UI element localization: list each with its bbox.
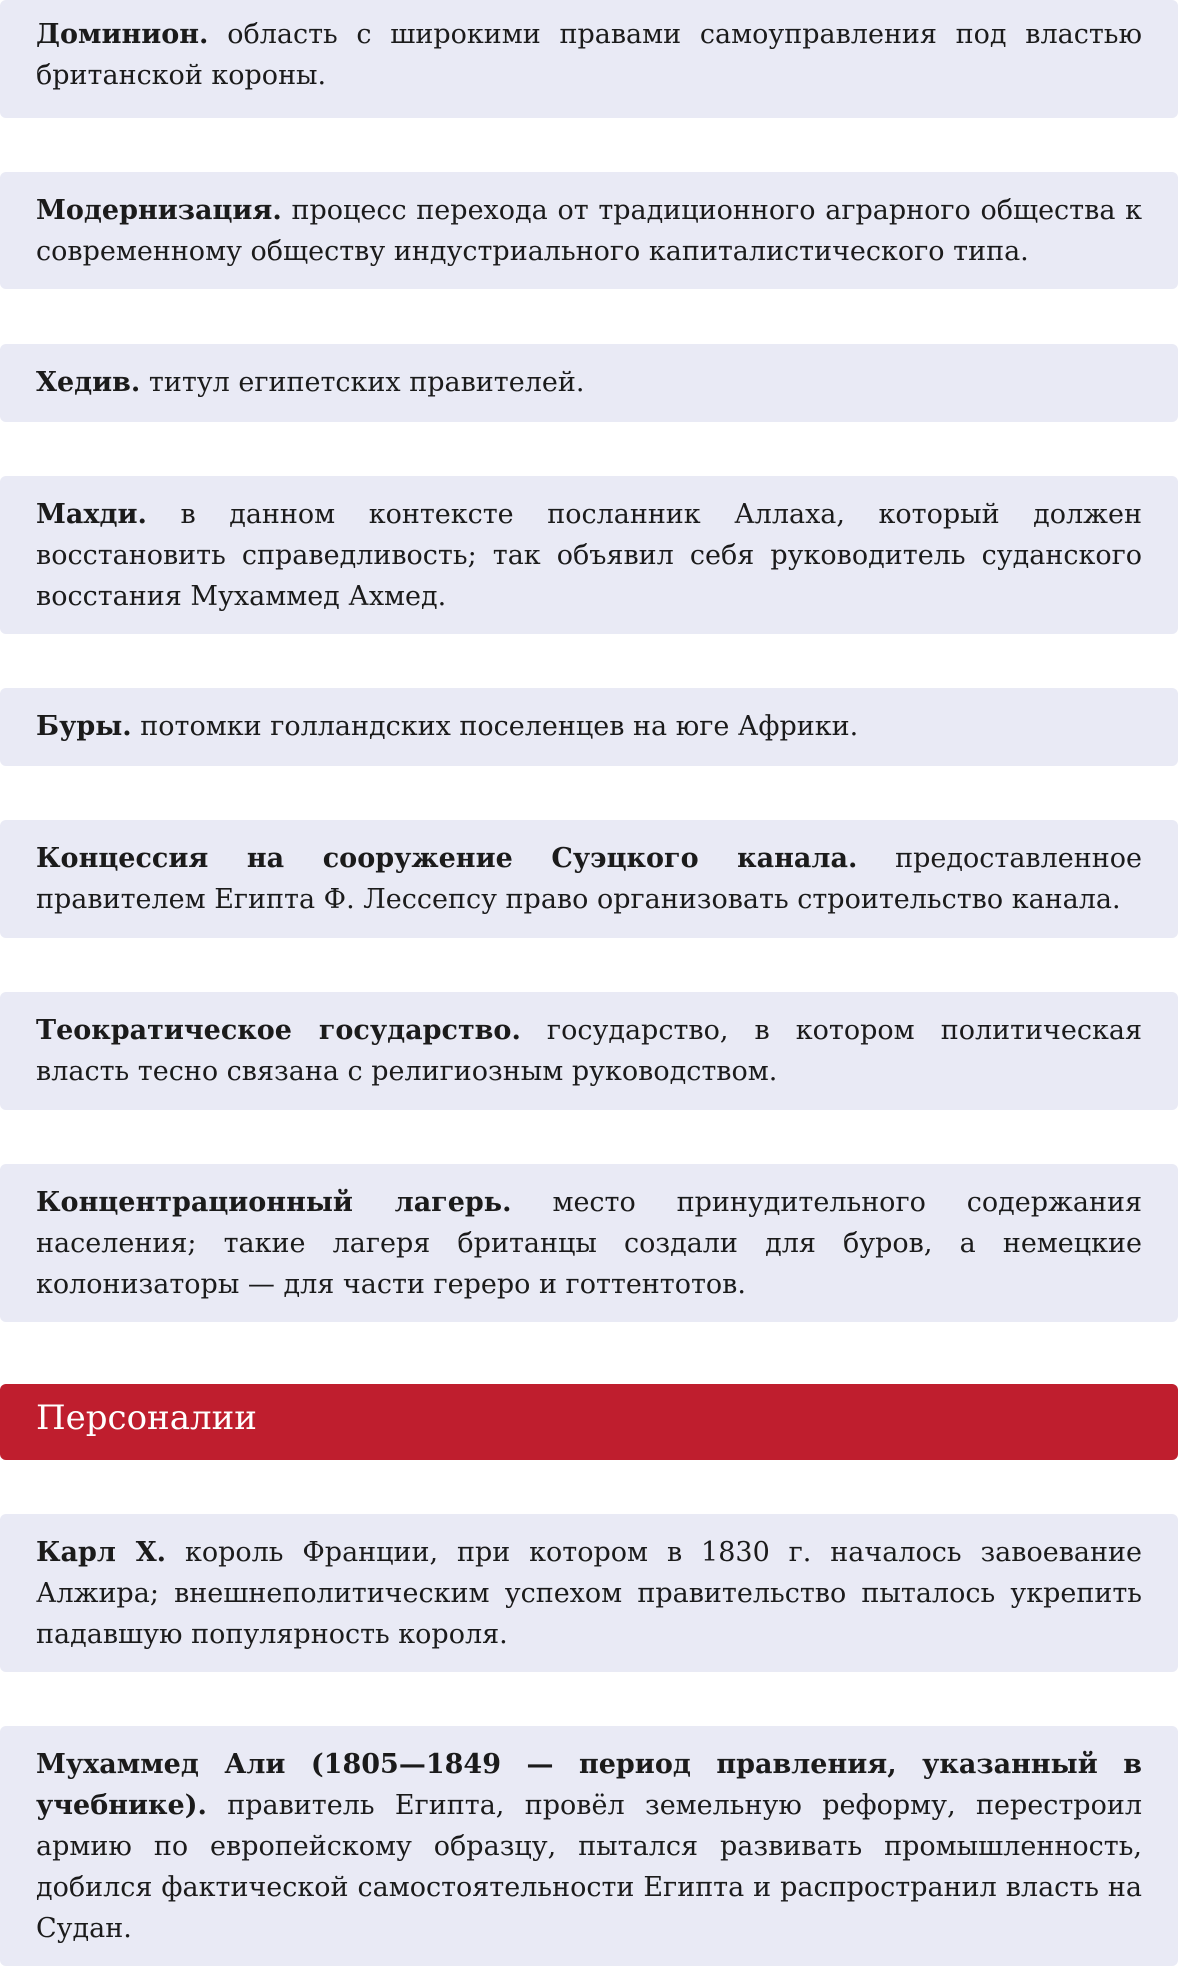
glossary-entry bbox=[0, 820, 1178, 938]
glossary-definition: в данном контексте посланник Аллаха, который должен восстановить справедливость; так объявил себя руководитель суданского восстания Мухаммед Ахмед. bbox=[36, 499, 1142, 612]
glossary-term: Концессия на сооружение Суэцкого канала. bbox=[36, 843, 858, 874]
glossary-definition: место принудительного содержания населения; такие лагеря британцы создали для буров, а немецкие колонизаторы — для части гереро и готтентотов. bbox=[36, 1187, 1142, 1300]
glossary-entry bbox=[0, 0, 1178, 118]
glossary-term: Буры. bbox=[36, 711, 132, 742]
glossary-definition: предоставленное правителем Египта Ф. Лессепсу право организовать строительство канала. bbox=[36, 843, 1142, 915]
section-title: Персоналии bbox=[36, 1398, 257, 1438]
person-name: Карл X. bbox=[36, 1537, 167, 1568]
glossary-entry bbox=[0, 344, 1178, 422]
person-description: король Франции, при котором в 1830 г. началось завоевание Алжира; внешнеполитическим успехом правительство пыталось укрепить падавшую популярность короля. bbox=[36, 1537, 1142, 1650]
glossary-term: Махди. bbox=[36, 499, 147, 530]
glossary-definition: потомки голландских поселенцев на юге Африки. bbox=[140, 711, 859, 742]
glossary-definition: государство, в котором политическая власть тесно связана с религиозным руководством. bbox=[36, 1015, 1142, 1087]
glossary-entry bbox=[0, 1164, 1178, 1322]
section-banner bbox=[0, 1384, 1178, 1460]
glossary-term: Доминион. bbox=[36, 19, 209, 50]
glossary-term: Теократическое государство. bbox=[36, 1015, 521, 1046]
glossary-term: Хедив. bbox=[36, 367, 141, 398]
glossary-entry bbox=[0, 476, 1178, 634]
person-name: Мухаммед Али (1805—1849 — период правления, указанный в учебнике). bbox=[36, 1749, 1142, 1821]
glossary-entry bbox=[0, 992, 1178, 1110]
glossary-entry bbox=[0, 688, 1178, 766]
glossary-definition: титул египетских правителей. bbox=[148, 367, 585, 398]
glossary-term: Модернизация. bbox=[36, 195, 282, 226]
glossary-definition: процесс перехода от традиционного аграрного общества к современному обществу индустриального капиталистического типа. bbox=[36, 195, 1142, 267]
person-entry bbox=[0, 1726, 1178, 1966]
person-description: правитель Египта, провёл земельную реформу, перестроил армию по европейскому образцу, пытался развивать промышленность, добился фактической самостоятельности Египта и распространил власть на Судан. bbox=[36, 1790, 1142, 1944]
glossary-definition: область с широкими правами самоуправления под властью британской короны. bbox=[36, 19, 1142, 91]
glossary-term: Концентрационный лагерь. bbox=[36, 1187, 512, 1218]
person-entry bbox=[0, 1514, 1178, 1672]
glossary-entry bbox=[0, 172, 1178, 289]
